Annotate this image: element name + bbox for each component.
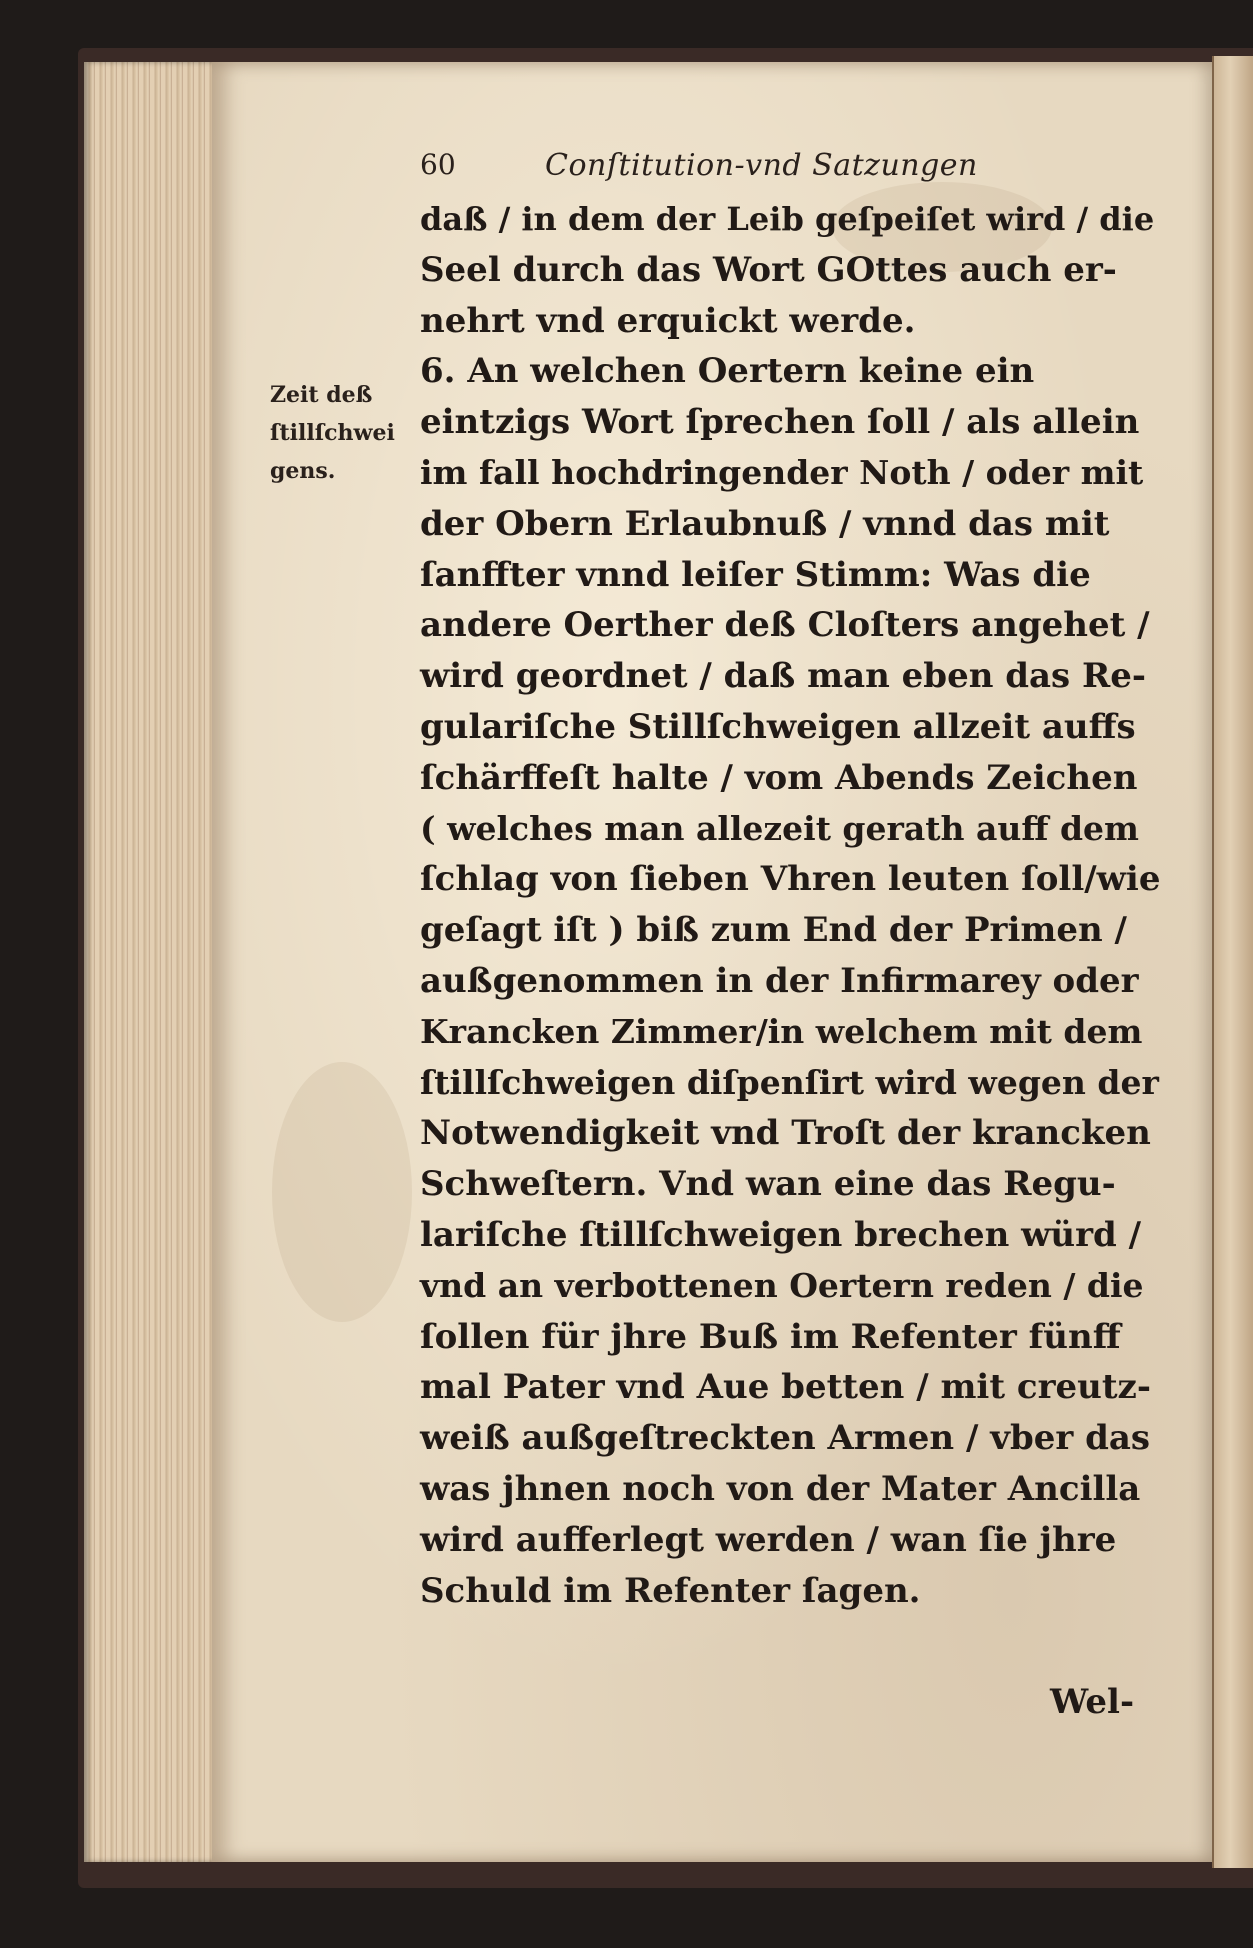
text-line: wird geordnet / daß man eben das Re- (420, 656, 1147, 697)
facing-page-edge (1212, 56, 1253, 1868)
book-page (212, 62, 1212, 1862)
text-line: was jhnen noch von der Mater Ancilla (420, 1468, 1141, 1509)
text-line: lariſche ſtillſchweigen brechen würd / (420, 1214, 1142, 1255)
catchword: Wel- (1050, 1682, 1135, 1722)
running-title: Conſtitution-vnd Satzungen (545, 148, 978, 183)
text-line: Seel durch das Wort GOttes auch er- (420, 249, 1117, 290)
paper-stain (272, 1062, 412, 1322)
text-line: vnd an verbottenen Oertern reden / die (420, 1265, 1144, 1305)
text-line: Schweſtern. Vnd wan eine das Regu- (420, 1164, 1116, 1205)
text-line: wird aufferlegt werden / wan ſie jhre (420, 1519, 1117, 1560)
page-stack-edge (84, 62, 214, 1862)
text-line: ſchärffeſt halte / vom Abends Zeichen (420, 757, 1138, 798)
text-line: ( welches man allezeit gerath auff dem (420, 808, 1139, 848)
text-line: mal Pater vnd Aue betten / mit creutz- (420, 1367, 1151, 1408)
text-line: ſanffter vnnd leiſer Stimm: Was die (420, 554, 1091, 595)
text-line: gulariſche Stillſchweigen allzeit auffs (420, 706, 1136, 747)
text-line: nehrt vnd erquickt werde. (420, 300, 916, 341)
margin-note-line: gens. (270, 458, 336, 484)
text-line: eintzigs Wort ſprechen ſoll / als allein (420, 402, 1140, 443)
margin-note (270, 376, 395, 490)
margin-note-line: ſtillſchwei (270, 420, 395, 446)
text-line: Krancken Zimmer/in welchem mit dem (420, 1011, 1143, 1051)
text-line: Schuld im Refenter ſagen. (420, 1570, 921, 1611)
margin-note-line: Zeit deß (270, 382, 373, 408)
text-line: ſollen für jhre Buß im Refenter fünff (420, 1316, 1121, 1357)
text-line: ſchlag von ſieben Vhren leuten ſoll/wie (420, 859, 1161, 900)
text-line: daß / in dem der Leib geſpeiſet wird / die (420, 200, 1155, 238)
text-line: der Obern Erlaubnuß / vnnd das mit (420, 503, 1110, 544)
text-line: andere Oerther deß Cloſters angehet / (420, 605, 1150, 646)
text-line: Notwendigkeit vnd Troſt der krancken (420, 1113, 1151, 1154)
text-line: 6. An welchen Oertern keine ein (420, 351, 1035, 392)
text-line: weiß außgeſtreckten Armen / vber das (420, 1418, 1151, 1459)
text-line: ſtillſchweigen diſpenſirt wird wegen der (420, 1062, 1159, 1102)
body-text (420, 194, 1160, 1616)
page-number: 60 (420, 148, 456, 181)
text-line: außgenommen in der Infirmarey oder (420, 960, 1139, 1001)
text-line: geſagt iſt ) biß zum End der Primen / (420, 910, 1127, 951)
text-line: im fall hochdringender Noth / oder mit (420, 452, 1144, 492)
running-head (420, 148, 1200, 188)
